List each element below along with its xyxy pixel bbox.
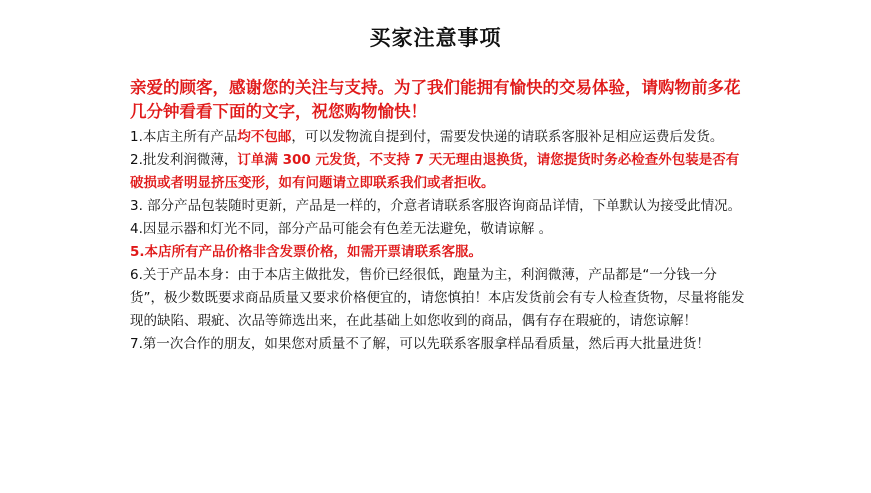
notice-item-1-highlight: 均不包邮 [237, 129, 292, 145]
notice-item-3: 3. 部分产品包装随时更新，产品是一样的，介意者请联系客服咨询商品详情，下单默认为接受此情况。 [130, 198, 742, 214]
notice-item-1 [130, 126, 750, 149]
notice-item-2 [130, 149, 750, 195]
notice-content [130, 76, 750, 356]
notice-item-5: 5.本店所有产品价格非含发票价格，如需开票请联系客服。 [130, 244, 483, 260]
notice-item-2-text: 2.批发利润微薄， [130, 152, 238, 168]
notice-item-1-text-rest: ，可以发物流自提到付，需要发快递的请联系客服补足相应运费后发货。 [291, 129, 724, 145]
notice-item-2-highlight: 订单满 300 元发货，不支持 7 天无理由退换货，请您提货时务必检查外包装是否有破损或者明显挤压变形，如有问题请立即联系我们或者拒收。 [130, 152, 740, 191]
notice-item-7: 7.第一次合作的朋友，如果您对质量不了解，可以先联系客服拿样品看质量，然后再大批量进货！ [130, 336, 710, 352]
notice-item-6: 6.关于产品本身：由于本店主做批发，售价已经很低，跑量为主，利润微薄，产品都是“一分钱一分货”，极少数既要求商品质量又要求价格便宜的，请您慎拍！本店发货前会有专人检查货物，尽量将能发现的缺陷、瑕疵、次品等筛选出来，在此基础上如您收到的商品，偶有存在瑕疵的，请您谅解！ [130, 267, 745, 329]
page-title: 买家注意事项 [369, 25, 502, 50]
intro-text: 亲爱的顾客，感谢您的关注与支持。为了我们能拥有愉快的交易体验，请购物前多花几分钟看看下面的文字，祝您购物愉快！ [130, 78, 741, 121]
notice-item-1-text: 1.本店主所有产品 [130, 129, 238, 145]
notice-item-4: 4.因显示器和灯光不同，部分产品可能会有色差无法避免，敬请谅解 。 [130, 221, 553, 237]
